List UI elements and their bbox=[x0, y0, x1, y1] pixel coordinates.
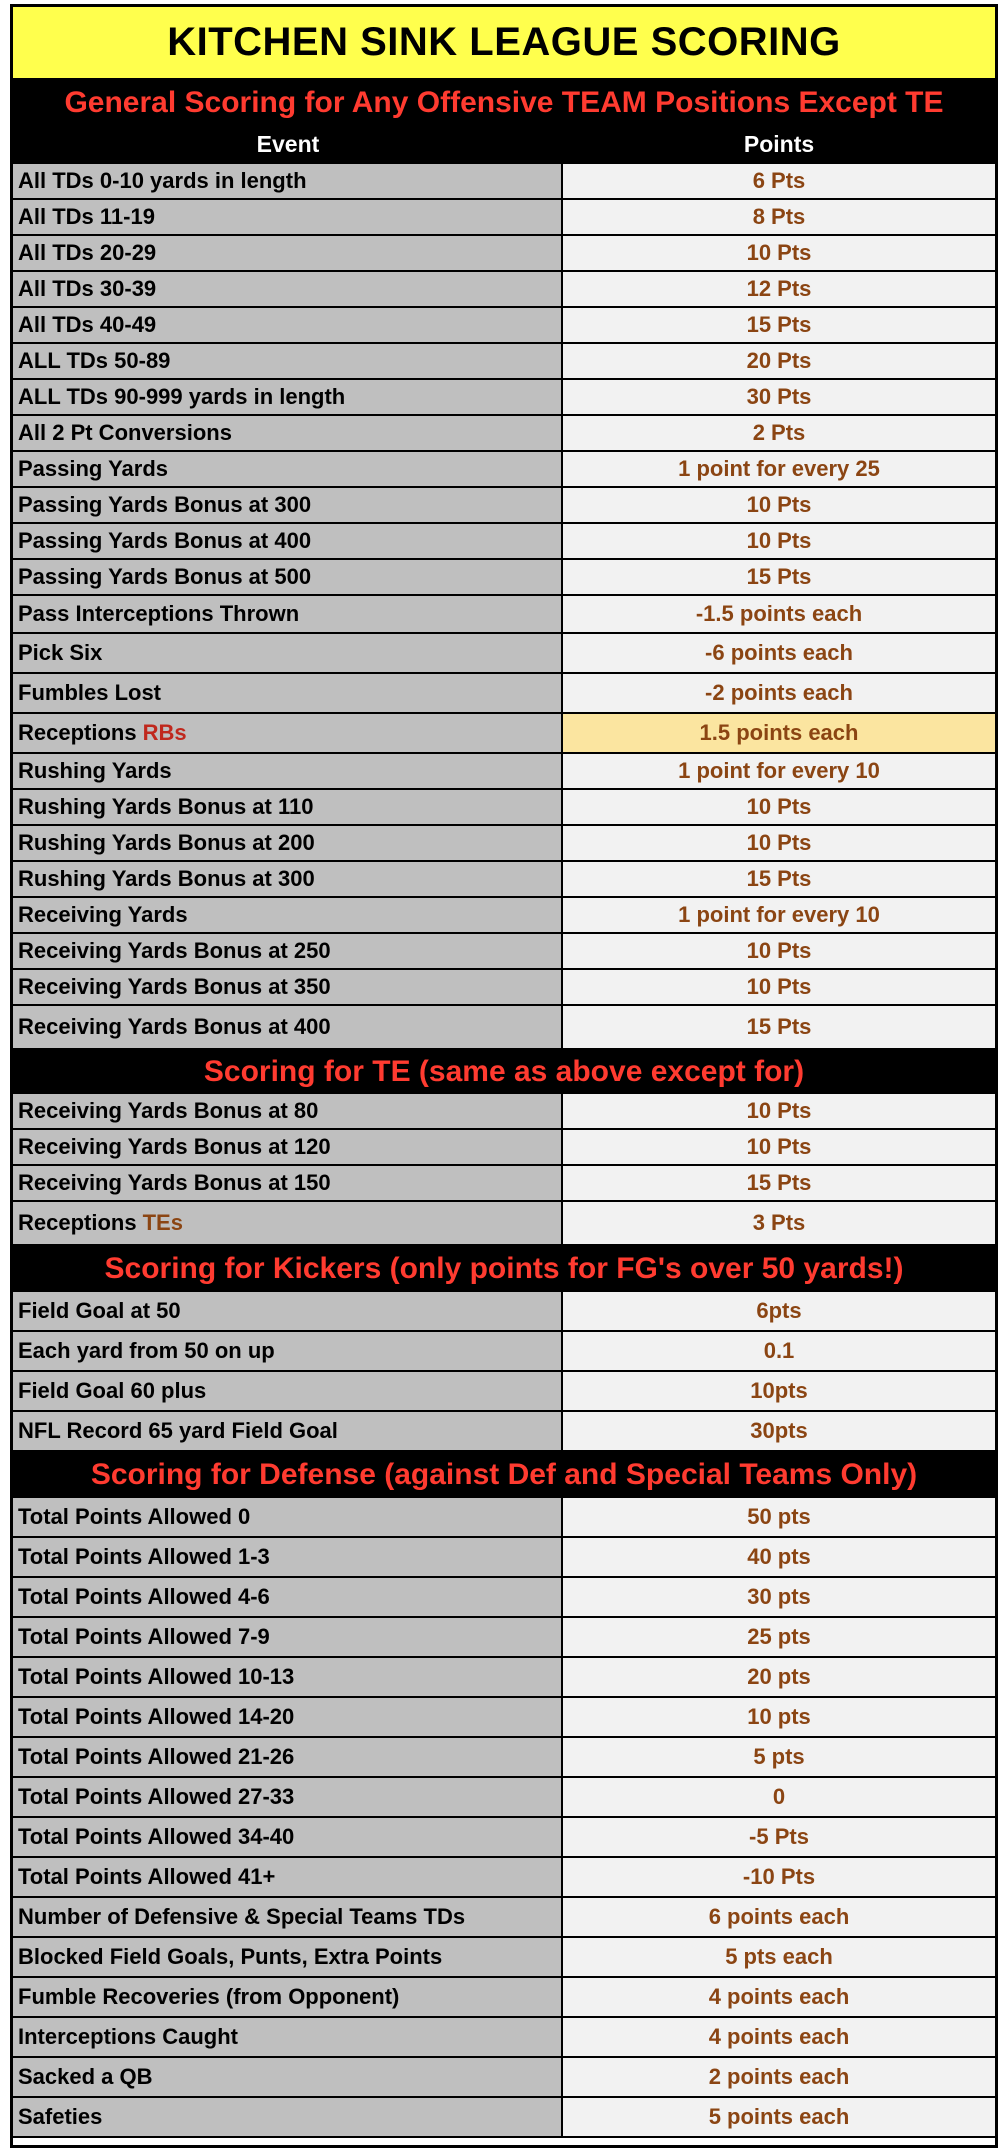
table-row bbox=[13, 236, 995, 272]
table-row bbox=[13, 488, 995, 524]
event-label: Passing Yards Bonus at 500 bbox=[18, 564, 312, 589]
event-label: Total Points Allowed 10-13 bbox=[18, 1664, 295, 1689]
table-row bbox=[13, 1778, 995, 1818]
event-label: Safeties bbox=[18, 2104, 103, 2129]
table-row bbox=[13, 1292, 995, 1332]
event-label: Passing Yards bbox=[18, 456, 169, 481]
event-label: Receiving Yards bbox=[18, 902, 188, 927]
event-cell bbox=[13, 1818, 563, 1856]
points-cell: 6 Pts bbox=[563, 164, 995, 198]
points-cell: 0.1 bbox=[563, 1332, 995, 1370]
event-cell bbox=[13, 1858, 563, 1896]
section-kickers-rows bbox=[13, 1292, 995, 1452]
event-cell bbox=[13, 2058, 563, 2096]
event-cell bbox=[13, 164, 563, 198]
points-cell: 10pts bbox=[563, 1372, 995, 1410]
event-label: Receiving Yards Bonus at 80 bbox=[18, 1098, 319, 1123]
section-general-rows bbox=[13, 164, 995, 1050]
position-tag: TEs bbox=[142, 1210, 183, 1235]
points-cell: 1 point for every 25 bbox=[563, 452, 995, 486]
points-cell: 0 bbox=[563, 1778, 995, 1816]
table-row bbox=[13, 826, 995, 862]
section-heading-general: General Scoring for Any Offensive TEAM Positions Except TE bbox=[13, 80, 995, 126]
event-label: Field Goal at 50 bbox=[18, 1298, 181, 1323]
table-row bbox=[13, 898, 995, 934]
event-cell bbox=[13, 754, 563, 788]
event-cell bbox=[13, 1006, 563, 1048]
column-header-row bbox=[13, 126, 995, 164]
event-label: Interceptions Caught bbox=[18, 2024, 239, 2049]
points-cell: 30 pts bbox=[563, 1578, 995, 1616]
points-cell: 10 Pts bbox=[563, 488, 995, 522]
table-row bbox=[13, 2098, 995, 2138]
event-cell bbox=[13, 1618, 563, 1656]
points-cell: 10 Pts bbox=[563, 826, 995, 860]
event-cell bbox=[13, 1658, 563, 1696]
table-row bbox=[13, 790, 995, 826]
event-cell bbox=[13, 2018, 563, 2056]
event-label: Passing Yards Bonus at 300 bbox=[18, 492, 312, 517]
table-row bbox=[13, 1978, 995, 2018]
table-row bbox=[13, 560, 995, 596]
event-cell bbox=[13, 1738, 563, 1776]
table-row bbox=[13, 754, 995, 790]
event-label: Rushing Yards Bonus at 200 bbox=[18, 830, 315, 855]
event-cell bbox=[13, 674, 563, 712]
event-cell bbox=[13, 560, 563, 594]
points-cell: 30pts bbox=[563, 1412, 995, 1450]
table-row bbox=[13, 674, 995, 714]
points-cell: 40 pts bbox=[563, 1538, 995, 1576]
points-cell: 6 points each bbox=[563, 1898, 995, 1936]
event-cell bbox=[13, 1372, 563, 1410]
event-cell bbox=[13, 1166, 563, 1200]
event-label: Pick Six bbox=[18, 640, 103, 665]
event-cell bbox=[13, 934, 563, 968]
event-cell bbox=[13, 236, 563, 270]
column-header-event: Event bbox=[256, 130, 320, 157]
table-row bbox=[13, 1372, 995, 1412]
section-heading-te: Scoring for TE (same as above except for) bbox=[13, 1050, 995, 1094]
event-label: Rushing Yards Bonus at 300 bbox=[18, 866, 315, 891]
event-cell bbox=[13, 1778, 563, 1816]
points-cell: 6pts bbox=[563, 1292, 995, 1330]
points-cell: 10 Pts bbox=[563, 970, 995, 1004]
event-label: Receiving Yards Bonus at 120 bbox=[18, 1134, 331, 1159]
event-cell bbox=[13, 1898, 563, 1936]
table-row bbox=[13, 1332, 995, 1372]
event-label: Receiving Yards Bonus at 150 bbox=[18, 1170, 331, 1195]
table-row bbox=[13, 2018, 995, 2058]
points-cell: 15 Pts bbox=[563, 862, 995, 896]
table-row bbox=[13, 1578, 995, 1618]
points-cell: 10 Pts bbox=[563, 934, 995, 968]
event-cell bbox=[13, 1978, 563, 2016]
table-row bbox=[13, 344, 995, 380]
event-label: Number of Defensive & Special Teams TDs bbox=[18, 1904, 466, 1929]
event-cell bbox=[13, 596, 563, 632]
points-cell: 25 pts bbox=[563, 1618, 995, 1656]
table-row bbox=[13, 1202, 995, 1246]
event-cell bbox=[13, 200, 563, 234]
table-row bbox=[13, 596, 995, 634]
event-label: Total Points Allowed 41+ bbox=[18, 1864, 276, 1889]
points-cell: 8 Pts bbox=[563, 200, 995, 234]
points-cell: 20 Pts bbox=[563, 344, 995, 378]
section-heading-defense: Scoring for Defense (against Def and Special Teams Only) bbox=[13, 1452, 995, 1498]
section-te-rows bbox=[13, 1094, 995, 1246]
event-cell bbox=[13, 1938, 563, 1976]
table-row bbox=[13, 2058, 995, 2098]
points-cell: 4 points each bbox=[563, 2018, 995, 2056]
table-row bbox=[13, 1818, 995, 1858]
event-cell bbox=[13, 1130, 563, 1164]
points-cell: 5 pts each bbox=[563, 1938, 995, 1976]
scoring-sheet bbox=[10, 4, 998, 2148]
points-cell: -6 points each bbox=[563, 634, 995, 672]
event-cell bbox=[13, 970, 563, 1004]
event-cell bbox=[13, 452, 563, 486]
event-label: Total Points Allowed 14-20 bbox=[18, 1704, 295, 1729]
table-row bbox=[13, 714, 995, 754]
table-row bbox=[13, 1658, 995, 1698]
event-label: All TDs 0-10 yards in length bbox=[18, 168, 307, 193]
points-cell: 4 points each bbox=[563, 1978, 995, 2016]
event-cell bbox=[13, 380, 563, 414]
event-label: Total Points Allowed 4-6 bbox=[18, 1584, 270, 1609]
event-cell bbox=[13, 524, 563, 558]
points-cell: 15 Pts bbox=[563, 1166, 995, 1200]
points-cell: 10 pts bbox=[563, 1698, 995, 1736]
points-cell: -2 points each bbox=[563, 674, 995, 712]
table-row bbox=[13, 200, 995, 236]
event-label: Passing Yards Bonus at 400 bbox=[18, 528, 312, 553]
table-row bbox=[13, 308, 995, 344]
event-label: Receptions bbox=[18, 1210, 137, 1235]
event-cell bbox=[13, 1412, 563, 1450]
event-cell bbox=[13, 1292, 563, 1330]
event-cell bbox=[13, 1578, 563, 1616]
event-label: Fumbles Lost bbox=[18, 680, 162, 705]
points-cell: 15 Pts bbox=[563, 1006, 995, 1048]
event-cell bbox=[13, 272, 563, 306]
points-cell: 10 Pts bbox=[563, 790, 995, 824]
points-cell: 5 pts bbox=[563, 1738, 995, 1776]
event-label: All TDs 11-19 bbox=[18, 204, 155, 229]
table-row bbox=[13, 380, 995, 416]
table-row bbox=[13, 1938, 995, 1978]
table-row bbox=[13, 1130, 995, 1166]
event-label: Rushing Yards Bonus at 110 bbox=[18, 794, 314, 819]
event-label: Each yard from 50 on up bbox=[18, 1338, 275, 1363]
event-cell bbox=[13, 1698, 563, 1736]
points-cell: 10 Pts bbox=[563, 524, 995, 558]
points-cell: 1 point for every 10 bbox=[563, 754, 995, 788]
table-row bbox=[13, 970, 995, 1006]
points-cell: 1 point for every 10 bbox=[563, 898, 995, 932]
points-cell: 12 Pts bbox=[563, 272, 995, 306]
event-cell bbox=[13, 790, 563, 824]
table-row bbox=[13, 634, 995, 674]
table-row bbox=[13, 1618, 995, 1658]
event-cell bbox=[13, 1538, 563, 1576]
points-cell: 2 Pts bbox=[563, 416, 995, 450]
table-row bbox=[13, 934, 995, 970]
event-cell bbox=[13, 308, 563, 342]
event-cell bbox=[13, 634, 563, 672]
table-row bbox=[13, 1898, 995, 1938]
table-row bbox=[13, 1006, 995, 1050]
event-label: All 2 Pt Conversions bbox=[18, 420, 232, 445]
column-header-points: Points bbox=[743, 130, 815, 157]
points-cell: -1.5 points each bbox=[563, 596, 995, 632]
points-cell: 10 Pts bbox=[563, 236, 995, 270]
event-label: ALL TDs 50-89 bbox=[18, 348, 171, 373]
event-cell bbox=[13, 862, 563, 896]
event-cell bbox=[13, 1202, 563, 1244]
points-cell: -5 Pts bbox=[563, 1818, 995, 1856]
section-heading-kickers: Scoring for Kickers (only points for FG's over 50 yards!) bbox=[13, 1246, 995, 1292]
points-cell: 2 points each bbox=[563, 2058, 995, 2096]
event-label: Total Points Allowed 1-3 bbox=[18, 1544, 270, 1569]
event-label: Receiving Yards Bonus at 250 bbox=[18, 938, 331, 963]
table-row bbox=[13, 272, 995, 308]
section-defense-rows bbox=[13, 1498, 995, 2138]
event-cell bbox=[13, 2098, 563, 2136]
event-label: Total Points Allowed 21-26 bbox=[18, 1744, 295, 1769]
table-row bbox=[13, 862, 995, 898]
event-cell bbox=[13, 898, 563, 932]
points-cell: 30 Pts bbox=[563, 380, 995, 414]
points-cell: 15 Pts bbox=[563, 560, 995, 594]
event-label: Total Points Allowed 27-33 bbox=[18, 1784, 295, 1809]
event-cell bbox=[13, 1498, 563, 1536]
event-cell bbox=[13, 826, 563, 860]
table-row bbox=[13, 1094, 995, 1130]
event-cell bbox=[13, 488, 563, 522]
points-cell: 5 points each bbox=[563, 2098, 995, 2136]
event-label: NFL Record 65 yard Field Goal bbox=[18, 1418, 338, 1443]
event-label: Fumble Recoveries (from Opponent) bbox=[18, 1984, 400, 2009]
event-label: Rushing Yards bbox=[18, 758, 172, 783]
event-label: All TDs 40-49 bbox=[18, 312, 157, 337]
points-cell: 20 pts bbox=[563, 1658, 995, 1696]
event-cell bbox=[13, 416, 563, 450]
points-cell: -10 Pts bbox=[563, 1858, 995, 1896]
event-cell bbox=[13, 1332, 563, 1370]
table-row bbox=[13, 1498, 995, 1538]
event-cell bbox=[13, 1094, 563, 1128]
event-cell bbox=[13, 344, 563, 378]
points-cell: 10 Pts bbox=[563, 1130, 995, 1164]
points-cell: 1.5 points each bbox=[563, 714, 995, 752]
table-row bbox=[13, 1858, 995, 1898]
event-label: Blocked Field Goals, Punts, Extra Points bbox=[18, 1944, 443, 1969]
event-label: Receiving Yards Bonus at 350 bbox=[18, 974, 331, 999]
points-cell: 10 Pts bbox=[563, 1094, 995, 1128]
event-cell bbox=[13, 714, 563, 752]
event-label: Pass Interceptions Thrown bbox=[18, 601, 300, 626]
event-label: Receiving Yards Bonus at 400 bbox=[18, 1014, 331, 1039]
event-label: All TDs 20-29 bbox=[18, 240, 157, 265]
event-label: All TDs 30-39 bbox=[18, 276, 157, 301]
points-cell: 50 pts bbox=[563, 1498, 995, 1536]
position-tag: RBs bbox=[142, 720, 187, 745]
table-row bbox=[13, 1698, 995, 1738]
table-row bbox=[13, 452, 995, 488]
points-cell: 15 Pts bbox=[563, 308, 995, 342]
event-label: Total Points Allowed 34-40 bbox=[18, 1824, 295, 1849]
event-label: Sacked a QB bbox=[18, 2064, 153, 2089]
sheet-title: KITCHEN SINK LEAGUE SCORING bbox=[13, 7, 995, 80]
event-label: Receptions bbox=[18, 720, 137, 745]
table-row bbox=[13, 1412, 995, 1452]
points-cell: 3 Pts bbox=[563, 1202, 995, 1244]
table-row bbox=[13, 1166, 995, 1202]
table-row bbox=[13, 524, 995, 560]
event-label: Field Goal 60 plus bbox=[18, 1378, 207, 1403]
event-label: Total Points Allowed 7-9 bbox=[18, 1624, 270, 1649]
table-row bbox=[13, 416, 995, 452]
table-row bbox=[13, 1538, 995, 1578]
table-row bbox=[13, 1738, 995, 1778]
event-label: Total Points Allowed 0 bbox=[18, 1504, 251, 1529]
table-row bbox=[13, 164, 995, 200]
event-label: ALL TDs 90-999 yards in length bbox=[18, 384, 346, 409]
